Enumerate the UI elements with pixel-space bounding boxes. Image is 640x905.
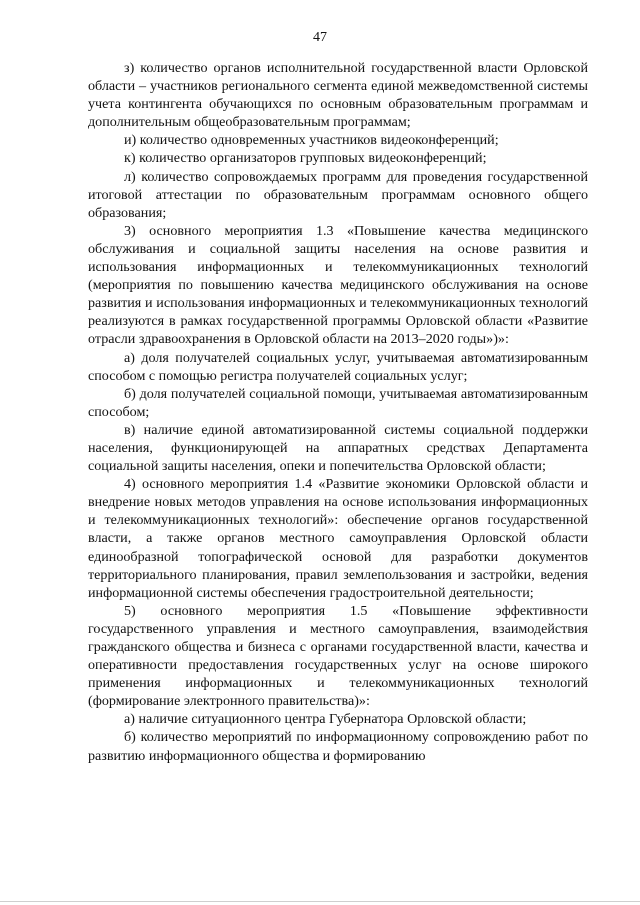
page-number: 47 [313, 30, 327, 45]
paragraph-a-social-services-share: а) доля получателей социальных услуг, учитываемая автоматизированным способом с помощью регистра получателей социальных услуг; [88, 349, 588, 384]
paragraph-k-videoconference-organizers: к) количество организаторов групповых видеоконференций; [124, 150, 487, 167]
paragraph-a-situation-center: а) наличие ситуационного центра Губернатора Орловской области; [124, 711, 527, 728]
paragraph-z-education-registry: з) количество органов исполнительной государственной власти Орловской области – участников регионального сегмента единой межведомственной системы учета контингента обучающихся по основным образовательным программам и дополнительным общеобразовательным программам; [88, 60, 588, 131]
paragraph-4-economy-measure: 4) основного мероприятия 1.4 «Развитие экономики Орловской области и внедрение новых методов управления на основе использования информационных и телекоммуникационных технологий»: обеспечение органов государственной власти, а также органов местного самоуправления Орловской области единообразной топографической основой для разработки документов территориального планирования, правил землепользования и застройки, ведения информационной системы обеспечения градостроительной деятельности; [88, 476, 588, 601]
paragraph-l-attestation-programs: л) количество сопровождаемых программ для проведения государственной итоговой аттестации по образовательным программам основного общего образования; [88, 168, 588, 221]
paragraph-b-information-events: б) количество мероприятий по информационному сопровождению работ по развитию информационного общества и формированию [88, 729, 588, 764]
paragraph-3-medical-social-measure: 3) основного мероприятия 1.3 «Повышение качества медицинского обслуживания и социальной защиты населения на основе развития и использования информационных и телекоммуникационных технологий (мероприятия по повышению качества медицинского обслуживания на основе развития и использования информационных и телекоммуникационных технологий реализуются в рамках государственной программы Орловской области «Развитие отрасли здравоохранения в Орловской области на 2013–2020 годы»)»: [88, 222, 588, 348]
paragraph-v-social-support-system: в) наличие единой автоматизированной системы социальной поддержки населения, функционирующей на аппаратных средствах Департамента социальной защиты населения, опеки и попечительства Орловской области; [88, 421, 588, 475]
paragraph-b-social-aid-share: б) доля получателей социальной помощи, учитываемая автоматизированным способом; [88, 385, 588, 420]
document-body [88, 59, 588, 765]
paragraph-i-videoconference-participants: и) количество одновременных участников видеоконференций; [124, 132, 499, 149]
paragraph-5-e-government-measure: 5) основного мероприятия 1.5 «Повышение эффективности государственного управления и местного самоуправления, взаимодействия гражданского общества и бизнеса с органами государственной власти, качества и оперативности предоставления государственных услуг на основе широкого применения информационных и телекоммуникационных технологий (формирование электронного правительства)»: [88, 602, 588, 710]
bottom-divider [0, 901, 640, 902]
